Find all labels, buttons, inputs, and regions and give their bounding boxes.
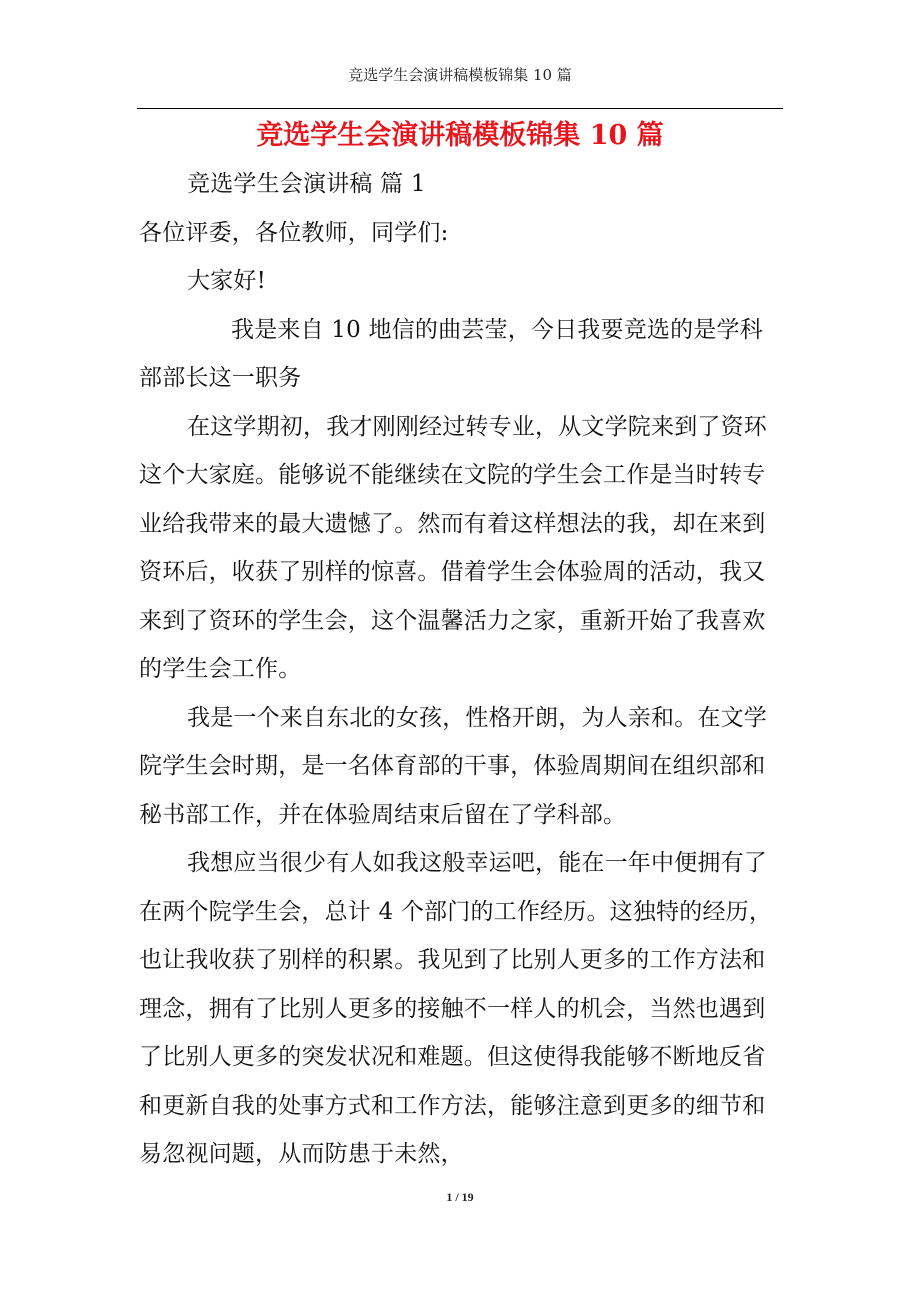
greeting: 大家好! [187,268,267,294]
paragraph: 我是来自 10 地信的曲芸莹，今日我要竞选的是学科部部长这一职务 [139,316,763,391]
salutation: 各位评委，各位教师，同学们: [139,219,449,246]
paragraph: 在这学期初，我才刚刚经过转专业，从文学院来到了资环这个大家庭。能够说不能继续在文院的学生会工作是当时转专业给我带来的最大遗憾了。然而有着这样想法的我，却在来到资环后，收获了别样的惊喜。借着学生会体验周的活动，我又来到了资环的学生会，这个温馨活力之家，重新开始了我喜欢的学生会工作。 [139,413,767,682]
document-body [139,160,779,1179]
section-heading: 竞选学生会演讲稿 篇 1 [187,171,426,197]
page-header: 竞选学生会演讲稿模板锦集 10 篇 [348,66,572,84]
paragraph: 我想应当很少有人如我这般幸运吧，能在一年中便拥有了在两个院学生会，总计 4 个部门的工作经历。这独特的经历，也让我收获了别样的积累。我见到了比别人更多的工作方法和理念，拥有了比别人更多的接触不一样人的机会，当然也遇到了比别人更多的突发状况和难题。但这使得我能够不断地反省和更新自我的处事方式和工作方法，能够注意到更多的细节和易忽视问题，从而防患于未然， [139,850,773,1167]
header-divider [137,108,783,109]
paragraph: 我是一个来自东北的女孩，性格开朗，为人亲和。在文学院学生会时期，是一名体育部的干事，体验周期间在组织部和秘书部工作，并在体验周结束后留在了学科部。 [139,704,767,828]
document-title: 竞选学生会演讲稿模板锦集 10 篇 [256,120,664,151]
page-number: 1 / 19 [446,1190,474,1204]
